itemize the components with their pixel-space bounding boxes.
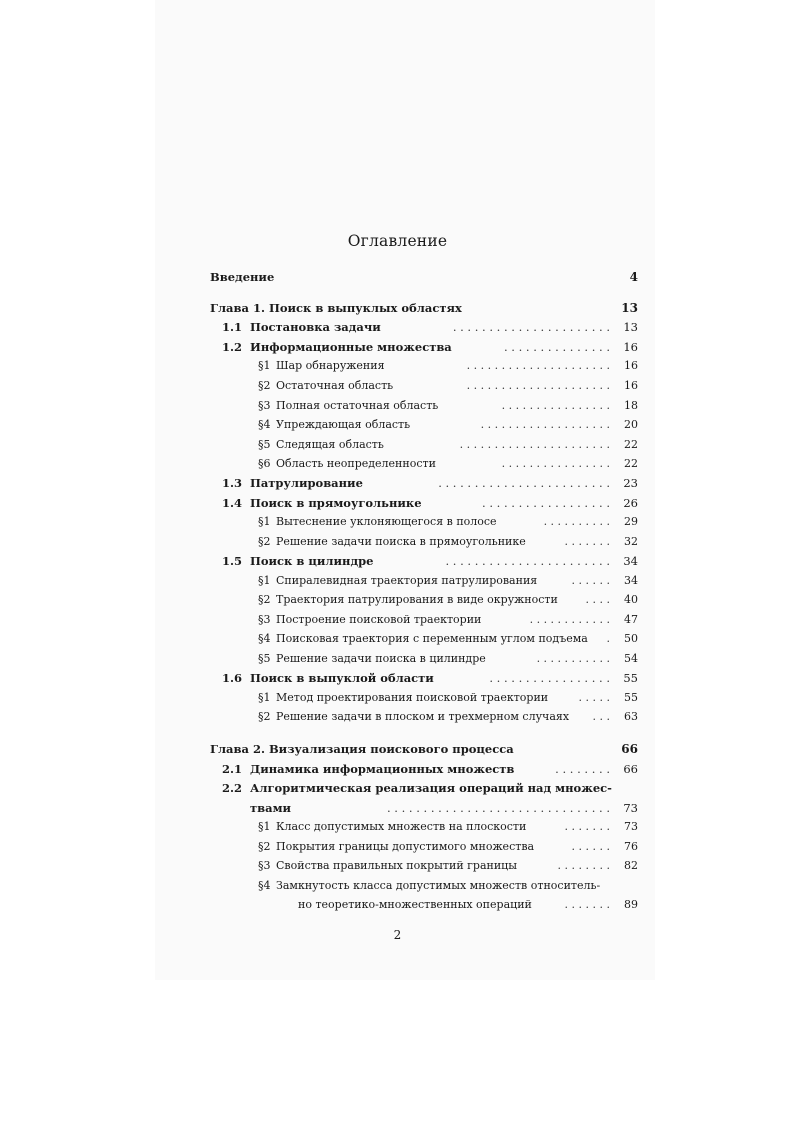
toc-entry-page: 73 xyxy=(624,820,638,833)
toc-entry-number: 2.1 xyxy=(222,762,243,776)
toc-entry-title: Поиск в выпуклой области xyxy=(250,671,434,685)
toc-entry-page: 22 xyxy=(624,438,638,451)
toc-entry-title: Патрулирование xyxy=(250,476,363,490)
toc-entry-number: §5 xyxy=(258,438,271,451)
toc-entry[interactable] xyxy=(210,455,638,473)
toc-entry-title: Информационные множества xyxy=(250,340,452,354)
toc-entry[interactable] xyxy=(210,357,638,375)
toc-entry-page: 23 xyxy=(623,476,638,490)
dot-leader: . . . xyxy=(592,710,610,723)
toc-entry-title: Решение задачи поиска в прямоугольнике xyxy=(276,535,526,548)
toc-entry-number: §6 xyxy=(258,457,271,470)
toc-entry-title: Поиск в прямоугольнике xyxy=(250,496,422,510)
dot-leader: . . . . . . . . . . xyxy=(543,515,610,528)
toc-entry[interactable] xyxy=(210,474,638,492)
toc-entry[interactable] xyxy=(210,779,638,797)
toc-entry[interactable] xyxy=(210,877,638,895)
toc-entry-title: Поисковая траектория с переменным углом подъема xyxy=(276,632,588,645)
dot-leader: . . . . . . . . . . . . . . . . . . . . . . . . . . . . . . . xyxy=(387,801,610,815)
toc-entry[interactable] xyxy=(210,338,638,356)
toc-entry[interactable] xyxy=(210,416,638,434)
toc-entry-page: 16 xyxy=(623,340,638,354)
toc-entry-page: 16 xyxy=(624,359,638,372)
toc-entry-number: 1.4 xyxy=(222,496,243,510)
toc-entry[interactable] xyxy=(210,533,638,551)
toc-entry[interactable] xyxy=(210,630,638,648)
toc-entry-title: но теоретико-множественных операций xyxy=(298,898,532,911)
dot-leader: . . . . . . . . . . . . . . . . . . . . . . . . xyxy=(438,476,610,490)
dot-leader: . . . . . . . . . . . . . . . . . . . . . . xyxy=(452,320,610,334)
toc-entry-number: 1.1 xyxy=(222,320,243,334)
toc-entry-number: §2 xyxy=(258,840,271,853)
dot-leader: . xyxy=(606,632,610,645)
dot-leader: . . . . . . . . . . . . . . . . . . . . . xyxy=(466,359,610,372)
dot-leader: . . . . . . . . xyxy=(557,859,610,872)
toc-entry-title: Следящая область xyxy=(276,438,384,451)
toc-entry-number: §3 xyxy=(258,613,271,626)
dot-leader: . . . . . . . . . . . . . . . . . . . . . . . xyxy=(445,554,610,568)
toc-entry-page: 13 xyxy=(623,320,638,334)
toc-entry-title: Свойства правильных покрытий границы xyxy=(276,859,518,872)
dot-leader: . . . . . . . xyxy=(564,820,610,833)
dot-leader: . . . . . . xyxy=(571,840,610,853)
toc-entry[interactable] xyxy=(210,318,638,336)
table-of-contents xyxy=(210,0,638,1124)
toc-entry[interactable] xyxy=(210,572,638,590)
toc-entry[interactable] xyxy=(210,838,638,856)
dot-leader: . . . . . . . xyxy=(564,898,610,911)
toc-entry-number: §2 xyxy=(258,535,271,548)
toc-entry-number: §1 xyxy=(258,691,271,704)
toc-entry-page: 66 xyxy=(621,742,638,756)
toc-entry-title: Динамика информационных множеств xyxy=(250,762,515,776)
dot-leader: . . . . . . . . . . . . . . . . xyxy=(501,457,610,470)
toc-entry-title: Решение задачи поиска в цилиндре xyxy=(276,652,486,665)
toc-entry[interactable] xyxy=(210,740,638,758)
toc-entry-title: Глава 2. Визуализация поискового процесса xyxy=(210,742,514,756)
dot-leader: . . . . . . . . . . . xyxy=(536,652,610,665)
toc-entry[interactable] xyxy=(210,799,638,817)
dot-leader: . . . . . . xyxy=(571,574,610,587)
toc-entry-page: 4 xyxy=(629,270,638,284)
toc-entry[interactable] xyxy=(210,299,638,317)
dot-leader: . . . . . . . . . . . . . . . . . . . . . xyxy=(466,379,610,392)
toc-entry-page: 50 xyxy=(624,632,638,645)
toc-entry-title: Спиралевидная траектория патрулирования xyxy=(276,574,538,587)
toc-entry-page: 20 xyxy=(624,418,638,431)
toc-entry[interactable] xyxy=(210,436,638,454)
dot-leader: . . . . . . . . . . . . . . . . . . . . . . xyxy=(459,438,610,451)
toc-entry-title: Покрытия границы допустимого множества xyxy=(276,840,535,853)
toc-entry-title: твами xyxy=(250,801,292,815)
toc-entry-title: Область неопределенности xyxy=(276,457,436,470)
toc-entry[interactable] xyxy=(210,397,638,415)
toc-entry-title: Траектория патрулирования в виде окружности xyxy=(276,593,558,606)
toc-entry[interactable] xyxy=(210,896,638,914)
dot-leader: . . . . . . . . . . . . . . . . . xyxy=(489,671,610,685)
dot-leader: . . . . . . . . xyxy=(555,762,610,776)
toc-entry-page: 34 xyxy=(624,574,638,587)
toc-entry-title: Алгоритмическая реализация операций над множес- xyxy=(250,781,612,795)
toc-entry-title: Построение поисковой траектории xyxy=(276,613,482,626)
toc-entry-title: Класс допустимых множеств на плоскости xyxy=(276,820,527,833)
toc-entry-page: 40 xyxy=(624,593,638,606)
dot-leader: . . . . . . . . . . . . xyxy=(529,613,610,626)
toc-entry[interactable] xyxy=(210,552,638,570)
toc-entry-title: Шар обнаружения xyxy=(276,359,385,372)
toc-entry-number: §2 xyxy=(258,710,271,723)
toc-entry-title: Упреждающая область xyxy=(276,418,411,431)
toc-entry-title: Вытеснение уклоняющегося в полосе xyxy=(276,515,497,528)
toc-entry[interactable] xyxy=(210,377,638,395)
dot-leader: . . . . . . . . . . . . . . . . . . xyxy=(482,496,610,510)
toc-entry-title: Решение задачи в плоском и трехмерном случаях xyxy=(276,710,570,723)
toc-entry[interactable] xyxy=(210,494,638,512)
toc-entry-title: Постановка задачи xyxy=(250,320,381,334)
toc-entry-page: 18 xyxy=(624,399,638,412)
toc-entry-number: §1 xyxy=(258,820,271,833)
toc-entry-page: 63 xyxy=(624,710,638,723)
toc-entry-number: §2 xyxy=(258,379,271,392)
toc-entry-number: §4 xyxy=(258,418,271,431)
toc-entry-number: §2 xyxy=(258,593,271,606)
toc-entry[interactable] xyxy=(210,857,638,875)
toc-entry-page: 29 xyxy=(624,515,638,528)
toc-entry-page: 32 xyxy=(624,535,638,548)
toc-entry-page: 76 xyxy=(624,840,638,853)
page-number: 2 xyxy=(393,928,402,942)
dot-leader: . . . . . . . . . . . . . . . . xyxy=(501,399,610,412)
toc-entry[interactable] xyxy=(210,650,638,668)
toc-entry-page: 89 xyxy=(624,898,638,911)
toc-entry-title: Метод проектирования поисковой траектории xyxy=(276,691,549,704)
toc-entry[interactable] xyxy=(210,268,638,286)
toc-entry-page: 22 xyxy=(624,457,638,470)
toc-entry[interactable] xyxy=(210,818,638,836)
toc-entry-number: §4 xyxy=(258,879,271,892)
toc-entry-number: §1 xyxy=(258,359,271,372)
toc-entry-page: 16 xyxy=(624,379,638,392)
toc-entry-page: 82 xyxy=(624,859,638,872)
toc-entry-number: §5 xyxy=(258,652,271,665)
toc-entry[interactable] xyxy=(210,591,638,609)
toc-entry-page: 55 xyxy=(624,691,638,704)
toc-entry[interactable] xyxy=(210,760,638,778)
toc-entry-number: §3 xyxy=(258,859,271,872)
toc-entry-number: §1 xyxy=(258,574,271,587)
toc-entry-page: 26 xyxy=(623,496,638,510)
toc-entry[interactable] xyxy=(210,708,638,726)
toc-entry-title: Глава 1. Поиск в выпуклых областях xyxy=(210,301,462,315)
toc-entry[interactable] xyxy=(210,669,638,687)
dot-leader: . . . . . . . . . . . . . . . . . . . xyxy=(480,418,610,431)
toc-entry-number: §3 xyxy=(258,399,271,412)
toc-entry-page: 66 xyxy=(623,762,638,776)
toc-entry-title: Введение xyxy=(210,270,275,284)
toc-entry-page: 55 xyxy=(623,671,638,685)
toc-entry-page: 54 xyxy=(624,652,638,665)
page-title: Оглавление xyxy=(347,232,448,250)
toc-entry-number: 1.6 xyxy=(222,671,243,685)
toc-entry-title: Остаточная область xyxy=(276,379,394,392)
toc-entry-title: Замкнутость класса допустимых множеств относитель- xyxy=(276,879,601,892)
toc-entry-number: §1 xyxy=(258,515,271,528)
toc-entry-number: 1.3 xyxy=(222,476,243,490)
toc-entry-page: 13 xyxy=(621,301,638,315)
toc-entry-title: Поиск в цилиндре xyxy=(250,554,374,568)
toc-entry-page: 34 xyxy=(623,554,638,568)
toc-entry[interactable] xyxy=(210,689,638,707)
dot-leader: . . . . . . . xyxy=(564,535,610,548)
toc-entry-page: 73 xyxy=(623,801,638,815)
toc-entry-number: 1.5 xyxy=(222,554,243,568)
toc-entry-page: 47 xyxy=(624,613,638,626)
dot-leader: . . . . . . . . . . . . . . . xyxy=(503,340,610,354)
dot-leader: . . . . . xyxy=(578,691,610,704)
toc-entry-number: §4 xyxy=(258,632,271,645)
toc-entry-title: Полная остаточная область xyxy=(276,399,439,412)
toc-entry[interactable] xyxy=(210,611,638,629)
toc-entry-number: 2.2 xyxy=(222,781,243,795)
toc-entry[interactable] xyxy=(210,513,638,531)
dot-leader: . . . . xyxy=(585,593,610,606)
toc-entry-number: 1.2 xyxy=(222,340,243,354)
